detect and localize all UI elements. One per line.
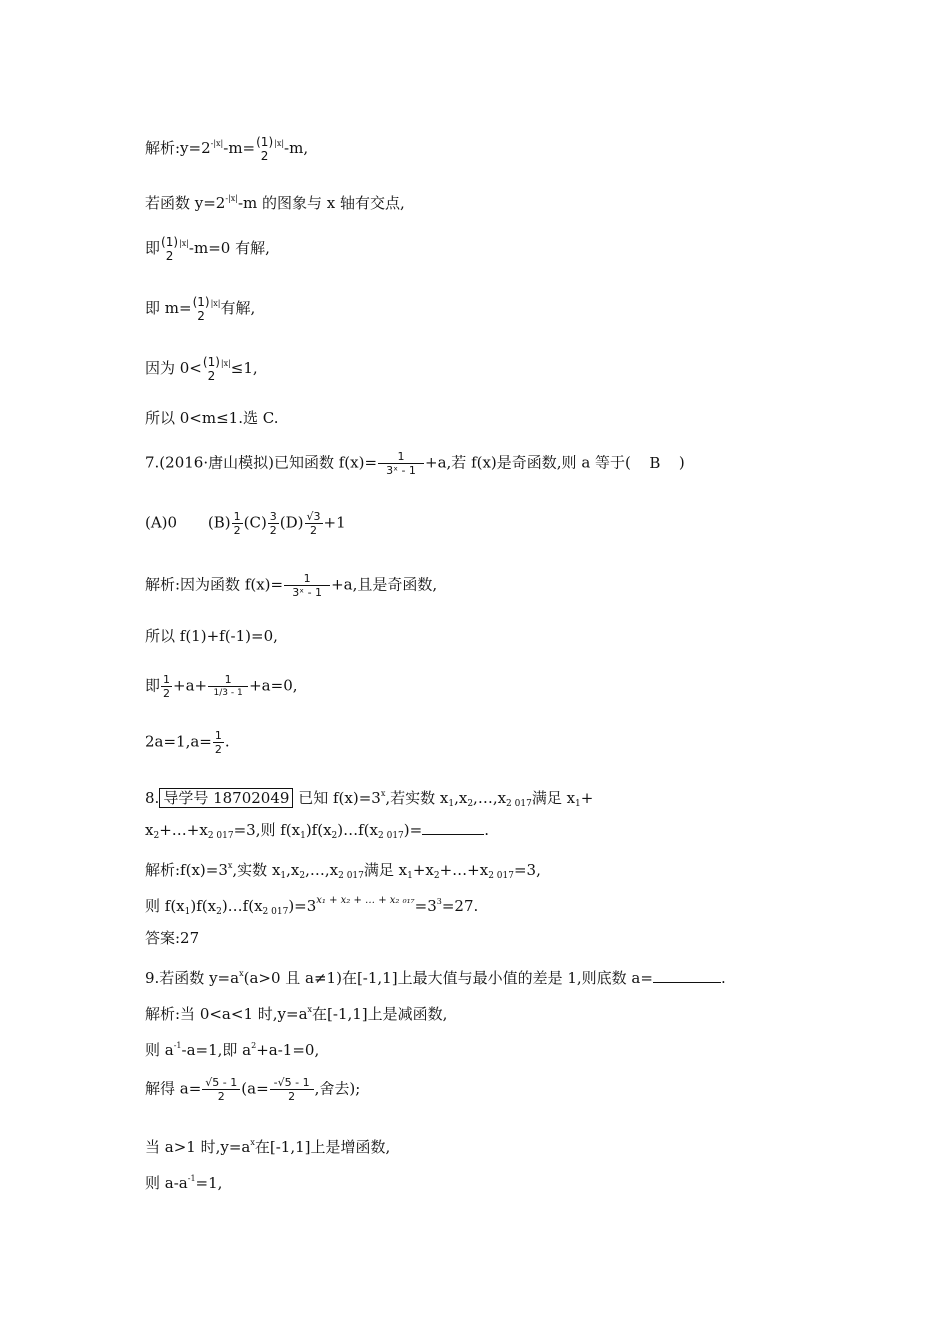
solution-line-1 <box>145 134 308 163</box>
text: +a=0, <box>249 676 298 695</box>
text: 1 <box>163 673 171 686</box>
fraction <box>284 572 330 599</box>
text: 2a=1,a= <box>145 732 212 751</box>
solution-line-4 <box>145 294 255 323</box>
question-8-line-1 <box>145 784 593 814</box>
answer-choice: B <box>649 453 661 472</box>
text: +a,若 f(x)是奇函数,则 a 等于( <box>425 453 631 472</box>
option-a: (A)0 <box>145 513 178 532</box>
solution-line-5 <box>145 354 258 383</box>
fraction <box>213 729 224 756</box>
text: -m=0 有解, <box>188 239 270 257</box>
text: 解析:因为函数 f(x)= <box>145 575 284 594</box>
text: 答案:27 <box>145 929 200 947</box>
text: 有解, <box>220 299 256 317</box>
solution-9-line-1 <box>145 1000 447 1024</box>
superscript: |x| <box>179 239 189 248</box>
text: 若函数 y=2 <box>145 194 226 212</box>
solution-7-line-1 <box>145 572 437 599</box>
superscript: -1 <box>187 1174 196 1183</box>
text: 即 <box>145 676 161 695</box>
text: 1 <box>214 729 222 742</box>
superscript: x <box>250 1138 255 1147</box>
subscript: 1 <box>184 907 191 917</box>
option-c: (C) <box>243 513 267 532</box>
text: 在[-1,1]上是增函数, <box>254 1138 391 1156</box>
text: 3ˣ - 1 <box>292 586 323 599</box>
option-d: (D) <box>279 513 304 532</box>
solution-9-line-5 <box>145 1169 222 1193</box>
fraction-half <box>161 235 178 263</box>
text: -m 的图象与 x 轴有交点, <box>237 194 405 212</box>
superscript: 2 <box>251 1041 257 1050</box>
fraction <box>161 673 172 700</box>
answer-8 <box>145 928 199 948</box>
text: 2 <box>214 743 222 756</box>
text: 1 <box>284 572 330 586</box>
text: 1/3 - 1 <box>213 688 243 698</box>
question-7 <box>145 450 685 477</box>
text: -a=1,即 a <box>181 1041 252 1059</box>
subscript: 1 <box>407 871 413 881</box>
text: )= <box>403 821 423 839</box>
text: (1) <box>256 135 274 149</box>
question-number: 8. <box>145 789 160 807</box>
superscript: -|x| <box>225 194 238 203</box>
subscript: 2 017 <box>207 831 234 841</box>
text: (a= <box>241 1079 269 1098</box>
text: -√5 - 1 <box>270 1076 314 1090</box>
text: =27. <box>441 897 479 915</box>
solution-7-line-3 <box>145 673 298 700</box>
question-8-line-2 <box>145 820 489 846</box>
text: . <box>484 821 489 839</box>
text: 即 m= <box>145 299 192 317</box>
fraction <box>270 1076 314 1103</box>
text: +a-1=0, <box>256 1041 320 1059</box>
superscript: 3 <box>436 897 442 906</box>
text: 解得 a= <box>145 1079 202 1098</box>
text: ) <box>678 453 685 472</box>
text: 3ˣ - 1 <box>386 464 416 477</box>
text: (a>0 且 a≠1)在[-1,1]上最大值与最小值的差是 1,则底数 a= <box>243 969 653 987</box>
fraction <box>305 510 323 537</box>
text: 解析:y=2 <box>145 139 211 157</box>
text: . <box>224 732 230 751</box>
superscript: |x| <box>220 359 231 368</box>
text: ,x <box>286 861 300 879</box>
option-b: (B) <box>207 513 231 532</box>
text: 3 <box>269 510 277 523</box>
fraction <box>268 510 279 537</box>
text: √3 <box>306 510 321 523</box>
subscript: 2 <box>299 871 306 881</box>
fraction-half <box>203 355 220 383</box>
subscript: 2 017 <box>338 871 364 881</box>
text: 当 a>1 时,y=a <box>145 1138 251 1156</box>
subscript: 1 <box>280 871 287 881</box>
text: =1, <box>195 1174 223 1192</box>
text: 2 <box>163 687 171 700</box>
text: ,…,x <box>305 861 339 879</box>
text: 解析:当 0<a<1 时,y=a <box>145 1005 308 1023</box>
guide-number-box: 导学号 18702049 <box>159 788 293 808</box>
text: ,…,x <box>473 789 507 807</box>
text: + <box>580 789 594 807</box>
solution-9-line-2 <box>145 1036 319 1060</box>
superscript: |x| <box>274 139 285 148</box>
text: 2 <box>260 149 269 163</box>
text: 2 <box>207 369 216 383</box>
text: 1 <box>378 450 424 464</box>
solution-7-line-2 <box>145 626 278 646</box>
subscript: 2 <box>153 831 160 841</box>
text: ,实数 x <box>232 861 281 879</box>
text: 则 a <box>145 1041 174 1059</box>
text: -m, <box>284 139 309 157</box>
solution-8-line-1 <box>145 856 541 886</box>
solution-line-6 <box>145 408 278 428</box>
text: +1 <box>323 513 346 532</box>
subscript: 1 <box>448 799 455 809</box>
subscript: 2 017 <box>378 831 404 841</box>
text: )f(x <box>305 821 332 839</box>
text: =3,则 f(x <box>233 821 301 839</box>
text: +…+x <box>159 821 208 839</box>
solution-8-line-2 <box>145 891 478 922</box>
text: 所以 0<m≤1.选 C. <box>145 409 279 427</box>
subscript: 1 <box>575 799 581 809</box>
text: 已知 f(x)=3 <box>298 789 381 807</box>
text: 2 <box>165 249 174 263</box>
fraction <box>208 673 248 700</box>
text: . <box>720 969 726 987</box>
text: +x <box>412 861 434 879</box>
solution-line-2 <box>145 189 405 213</box>
text: ≤1, <box>230 359 258 377</box>
text: ,舍去); <box>314 1079 361 1098</box>
text: 满足 x <box>531 789 576 807</box>
subscript: 2 <box>331 831 338 841</box>
solution-line-3 <box>145 234 270 263</box>
text: 2 <box>197 309 205 323</box>
text: 9.若函数 y=a <box>145 969 240 987</box>
text: +…+x <box>439 861 489 879</box>
subscript: 2 <box>467 799 474 809</box>
superscript: x <box>307 1005 313 1014</box>
answer-blank <box>422 820 484 835</box>
fraction <box>202 1076 240 1103</box>
subscript: 2 <box>216 907 222 917</box>
text: 因为 0< <box>145 359 202 377</box>
text: -m= <box>223 139 256 157</box>
question-9 <box>145 964 726 988</box>
text: =3, <box>513 861 541 879</box>
fraction <box>378 450 424 477</box>
text: 2 <box>269 524 277 537</box>
text: x <box>145 821 154 839</box>
text: 2 <box>233 524 241 537</box>
text: 1 <box>208 673 248 687</box>
text: 则 f(x <box>145 897 185 915</box>
text: 解析:f(x)=3 <box>145 861 228 879</box>
question-7-options <box>145 510 346 537</box>
fraction-half <box>256 135 273 163</box>
text: 2 <box>310 524 318 537</box>
subscript: 2 <box>433 871 440 881</box>
text: √5 - 1 <box>202 1076 240 1090</box>
solution-9-line-4 <box>145 1133 390 1157</box>
superscript: |x| <box>210 299 221 308</box>
text: 7.(2016·唐山模拟)已知函数 f(x)= <box>145 453 378 472</box>
solution-7-line-4 <box>145 729 230 756</box>
text: (1) <box>192 295 210 309</box>
subscript: 1 <box>300 831 306 841</box>
text: ,x <box>454 789 468 807</box>
text: 所以 f(1)+f(-1)=0, <box>145 627 278 645</box>
text: 则 a-a <box>145 1174 188 1192</box>
text: (1) <box>161 235 179 249</box>
text: )…f(x <box>337 821 378 839</box>
fraction-half <box>193 295 210 323</box>
superscript: x <box>239 969 244 978</box>
text: 即 <box>145 239 161 257</box>
text: =3 <box>414 897 437 915</box>
text: 满足 x <box>363 861 408 879</box>
subscript: 2 017 <box>488 871 514 881</box>
text: )=3 <box>288 897 317 915</box>
text: )…f(x <box>221 897 263 915</box>
text: )f(x <box>190 897 217 915</box>
subscript: 2 017 <box>262 907 289 917</box>
text: 1 <box>233 510 241 523</box>
text: +a+ <box>173 676 208 695</box>
answer-blank <box>653 968 721 983</box>
text: (1) <box>202 355 220 369</box>
text: 在[-1,1]上是减函数, <box>312 1005 448 1023</box>
fraction <box>232 510 243 537</box>
solution-9-line-3 <box>145 1076 360 1103</box>
superscript: -1 <box>173 1041 182 1050</box>
text: 2 <box>217 1090 225 1103</box>
text: 2 <box>288 1090 296 1103</box>
text: ,若实数 x <box>385 789 449 807</box>
superscript: -|x| <box>210 139 224 148</box>
superscript: x <box>227 861 233 870</box>
superscript: x <box>380 789 386 798</box>
exponent: x₁ + x₂ + … + x₂ ₀₁₇ <box>316 895 415 906</box>
subscript: 2 017 <box>506 799 532 809</box>
text: +a,且是奇函数, <box>331 575 438 594</box>
